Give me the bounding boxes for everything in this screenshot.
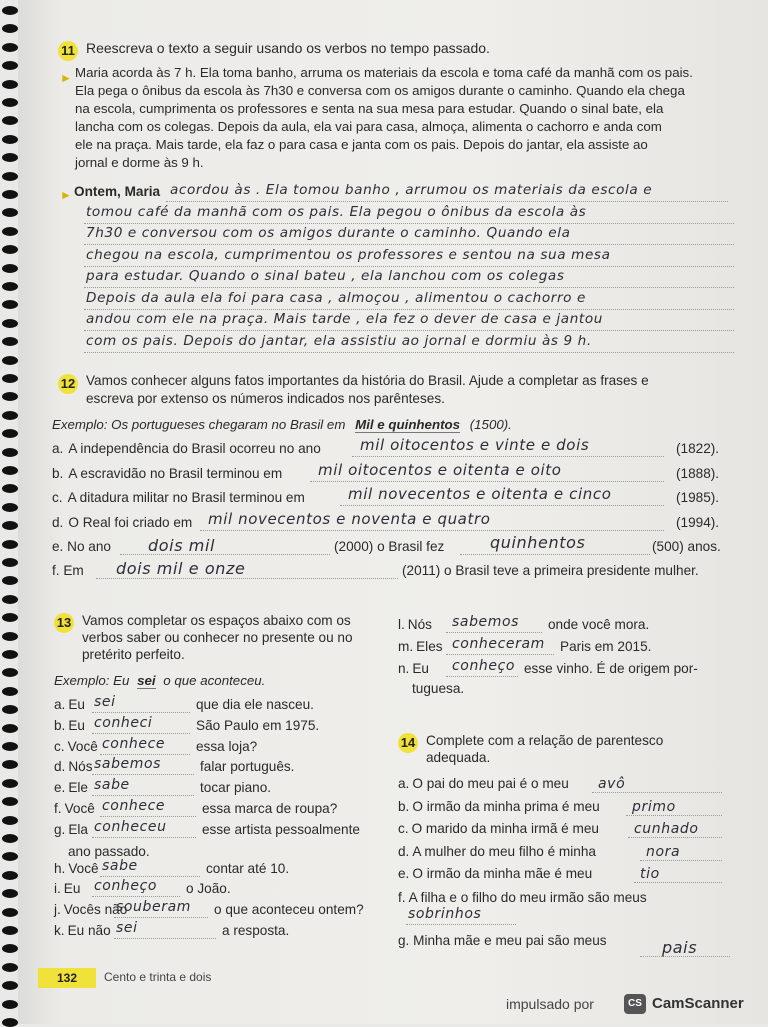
handwritten-answer[interactable]: conheci <box>94 714 153 731</box>
spiral-ring <box>2 852 18 861</box>
answer-line <box>96 578 398 579</box>
answer-line <box>634 882 722 883</box>
item-prefix: Eu <box>68 717 85 733</box>
question-12-item <box>52 514 192 532</box>
answer-line <box>92 774 194 775</box>
handwritten-answer[interactable]: conheceram <box>452 636 545 652</box>
spiral-ring <box>2 687 18 696</box>
source-text-line: jornal e dorme às 9 h. <box>75 155 204 170</box>
spiral-ring <box>2 429 18 438</box>
page-number-words: Cento e trinta e dois <box>104 970 212 984</box>
handwritten-answer[interactable]: sei <box>116 920 138 936</box>
question-12-instruction <box>86 372 649 408</box>
spiral-ring <box>2 282 18 291</box>
handwritten-answer[interactable]: sabe <box>102 857 138 874</box>
answer-line <box>84 223 734 224</box>
question-14-item <box>398 820 599 838</box>
spiral-ring <box>2 245 18 254</box>
item-label: a. <box>52 441 64 456</box>
question-11-answer-prefix: Ontem, Maria <box>74 184 161 199</box>
spiral-ring <box>2 190 18 199</box>
item-text: O irmão da minha prima é meu <box>412 798 600 814</box>
answer-line <box>84 244 734 245</box>
item-label: a. <box>398 776 410 791</box>
item-year: (1888). <box>676 465 720 481</box>
handwritten-answer-line[interactable]: chegou na escola, cumprimentou os professores e sentou na sua mesa <box>86 246 611 263</box>
item-text: (2000) o Brasil fez <box>334 539 445 554</box>
question-14-item-f <box>398 889 647 907</box>
answer-line <box>310 481 664 482</box>
question-11-badge: 11 <box>58 41 78 61</box>
item-year: (1822). <box>676 441 720 456</box>
spiral-ring <box>2 61 18 70</box>
item-label: a. <box>54 697 66 712</box>
item-suffix: o João. <box>186 881 231 897</box>
handwritten-answer[interactable]: mil novecentos e oitenta e cinco <box>348 485 612 503</box>
answer-line <box>84 352 734 353</box>
answer-line <box>640 860 722 861</box>
instruction-line: adequada. <box>426 750 491 765</box>
spiral-ring <box>2 227 18 236</box>
spiral-ring <box>2 963 18 972</box>
question-13-item <box>398 660 429 678</box>
question-13-item <box>54 800 95 818</box>
item-label: f. <box>398 890 406 905</box>
item-text: O irmão da minha mãe é meu <box>412 866 593 881</box>
handwritten-answer-line[interactable]: com os pais. Depois do jantar, ela assistiu ao jornal e dormiu às 9 h. <box>86 332 592 349</box>
question-13-item <box>54 717 85 735</box>
example-answer: sei <box>137 673 156 688</box>
answer-line <box>628 837 722 838</box>
item-prefix: Ele <box>68 780 88 796</box>
example-suffix: o que aconteceu. <box>163 673 266 688</box>
answer-line <box>92 733 190 734</box>
handwritten-answer[interactable]: cunhado <box>634 821 699 837</box>
item-suffix: Paris em 2015. <box>560 639 652 654</box>
answer-line <box>340 505 664 506</box>
item-text: O marido da minha irmã é meu <box>411 821 599 836</box>
question-14-instruction <box>426 732 663 766</box>
item-text: A mulher do meu filho é minha <box>412 843 596 859</box>
handwritten-answer[interactable]: dois mil <box>148 536 216 555</box>
item-text: (2011) o Brasil teve a primeira presidente mulher. <box>402 563 699 578</box>
spiral-ring <box>2 540 18 549</box>
item-suffix: a resposta. <box>222 923 290 938</box>
spiral-ring <box>2 356 18 365</box>
item-label: m. <box>398 639 414 654</box>
handwritten-answer[interactable]: avô <box>598 776 626 792</box>
handwritten-answer-line[interactable]: Depois da aula ela foi para casa , almoçou , alimentou o cachorro e <box>86 289 586 306</box>
spiral-ring <box>2 779 18 788</box>
item-label: b. <box>54 717 66 733</box>
handwritten-answer[interactable]: conheceu <box>94 818 167 835</box>
question-12-example <box>52 416 512 434</box>
item-suffix: esse vinho. É de origem por- <box>524 661 698 676</box>
handwritten-answer[interactable]: pais <box>662 938 698 957</box>
item-prefix: Ela <box>68 821 88 837</box>
item-prefix: Vocês não <box>63 902 128 918</box>
item-suffix: que dia ele nasceu. <box>196 697 314 712</box>
item-label: d. <box>52 514 64 530</box>
question-13-instruction <box>82 612 353 663</box>
question-13-item <box>54 880 80 898</box>
spiral-ring <box>2 264 18 273</box>
spiral-ring <box>2 871 18 880</box>
spiral-ring <box>2 558 18 567</box>
item-prefix: Eu <box>412 661 429 676</box>
item-label: c. <box>398 821 409 836</box>
handwritten-answer-line[interactable]: 7h30 e conversou com os amigos durante o caminho. Quando ela <box>86 225 571 241</box>
item-suffix: contar até 10. <box>206 860 290 876</box>
spiral-ring <box>2 503 18 512</box>
item-label: n. <box>398 661 410 676</box>
question-12-badge: 12 <box>58 374 78 394</box>
item-suffix: essa marca de roupa? <box>202 801 338 816</box>
item-text: Minha mãe e meu pai são meus <box>413 933 607 948</box>
answer-line <box>92 896 180 897</box>
spiral-ring <box>2 135 18 144</box>
item-prefix: Você <box>64 801 95 816</box>
item-label: j. <box>54 902 61 918</box>
spiral-ring <box>2 742 18 751</box>
item-prefix: Eu não <box>67 923 111 938</box>
spiral-ring <box>2 760 18 769</box>
source-text-line: na escola, cumprimenta os professores e senta na sua mesa para estudar. Quando o sinal bate, ela <box>75 101 664 116</box>
answer-line <box>406 924 516 925</box>
item-suffix: esse artista pessoalmente <box>202 821 360 837</box>
spiral-ring <box>2 944 18 953</box>
answer-line <box>92 712 190 713</box>
handwritten-answer[interactable]: mil oitocentos e vinte e dois <box>360 436 590 454</box>
spiral-ring <box>2 98 18 107</box>
question-13-item <box>54 758 93 776</box>
spiral-ring <box>2 650 18 659</box>
answer-line <box>100 816 196 817</box>
question-13-item <box>54 738 98 756</box>
watermark-prefix: impulsado por <box>506 996 594 1012</box>
answer-line <box>92 795 194 796</box>
spiral-ring <box>2 668 18 677</box>
item-prefix: Eu <box>63 881 81 897</box>
item-suffix: falar português. <box>200 759 295 775</box>
handwritten-answer-line[interactable]: andou com ele na praça. Mais tarde , ela fez o dever de casa e jantou <box>86 311 603 327</box>
question-14-badge: 14 <box>398 733 418 753</box>
instruction-line: Vamos completar os espaços abaixo com os <box>82 613 351 628</box>
question-14-item <box>398 865 592 883</box>
instruction-line: Complete com a relação de parentesco <box>426 733 664 748</box>
item-text: O Real foi criado em <box>68 514 193 530</box>
item-prefix: Eles <box>416 639 443 654</box>
spiral-ring <box>2 595 18 604</box>
item-label: e. <box>54 780 66 796</box>
source-text-line: Ela pega o ônibus da escola às 7h30 e conversa com os amigos durante o caminho. Quando ela chega <box>75 83 685 98</box>
spiral-ring <box>2 116 18 125</box>
instruction-line: verbos saber ou conhecer no presente ou no <box>82 630 353 645</box>
answer-line <box>84 309 734 310</box>
answer-line <box>626 815 722 816</box>
answer-line <box>592 792 722 793</box>
spiral-ring <box>2 797 18 806</box>
handwritten-answer[interactable]: mil novecentos e noventa e quatro <box>208 509 491 528</box>
item-label: e. <box>52 539 64 554</box>
spiral-ring <box>2 300 18 309</box>
answer-line <box>352 456 664 457</box>
item-label: f. <box>52 563 60 578</box>
item-text: A ditadura militar no Brasil terminou em <box>67 490 305 505</box>
item-g-continuation: ano passado. <box>68 844 150 859</box>
spiral-ring <box>2 1018 18 1027</box>
item-label: h. <box>54 860 66 876</box>
watermark-brand: CamScanner <box>652 995 744 1012</box>
handwritten-answer-line[interactable]: para estudar. Quando o sinal bateu , ela lanchou com os colegas <box>86 268 565 284</box>
spiral-ring <box>2 172 18 181</box>
handwritten-answer[interactable]: conhece <box>102 798 166 814</box>
item-prefix: Você <box>68 860 99 876</box>
source-text-line: Maria acorda às 7 h. Ela toma banho, arruma os materiais da escola e toma café da manhã com os pais. <box>75 65 693 80</box>
handwritten-answer-line[interactable]: tomou café da manhã com os pais. Ela pegou o ônibus da escola às <box>86 203 587 220</box>
instruction-line: pretérito perfeito. <box>82 647 185 662</box>
spiral-ring <box>2 448 18 457</box>
item-label: e. <box>398 866 410 881</box>
item-prefix: Nós <box>407 617 432 632</box>
arrow-icon: ► <box>60 71 72 85</box>
question-12-item <box>52 465 282 483</box>
handwritten-answer-line[interactable]: acordou às . Ela tomou banho , arrumou os materiais da escola e <box>170 182 653 198</box>
question-13-badge: 13 <box>54 613 74 633</box>
handwritten-answer[interactable]: sei <box>94 694 116 710</box>
spiral-ring <box>2 908 18 917</box>
spiral-ring <box>2 411 18 420</box>
item-suffix: o que aconteceu ontem? <box>214 902 364 918</box>
item-suffix: essa loja? <box>196 738 258 754</box>
handwritten-answer[interactable]: primo <box>632 798 676 815</box>
answer-line <box>84 330 734 331</box>
question-12-item <box>52 440 321 458</box>
spiral-ring <box>2 926 18 935</box>
spiral-ring <box>2 816 18 825</box>
instruction-line: Vamos conhecer alguns fatos importantes da história do Brasil. Ajude a completar as frases e <box>86 373 649 388</box>
answer-line <box>84 266 734 267</box>
item-suffix: São Paulo em 1975. <box>196 717 320 733</box>
answer-line <box>114 917 208 918</box>
item-text: A escravidão no Brasil terminou em <box>68 465 283 481</box>
spiral-ring <box>2 43 18 52</box>
handwritten-answer[interactable]: sabe <box>94 777 130 794</box>
answer-line <box>460 554 650 555</box>
spiral-ring <box>2 319 18 328</box>
page-number-badge: 132 <box>38 968 96 988</box>
spiral-binding <box>0 0 22 1024</box>
answer-line <box>166 201 728 202</box>
question-13-item <box>54 821 88 839</box>
question-14-item-g <box>398 932 607 950</box>
example-prefix: Exemplo: Os portugueses chegaram no Brasil em <box>52 417 346 432</box>
item-suffix: onde você mora. <box>548 617 650 632</box>
answer-line <box>84 287 734 288</box>
item-text: A independência do Brasil ocorreu no ano <box>68 441 321 456</box>
handwritten-answer[interactable]: sabemos <box>94 756 162 773</box>
spiral-ring <box>2 834 18 843</box>
source-text-line: ele na praça. Mais tarde, ela faz o para casa e janta com os pais. Depois do jantar, ela assiste ao <box>75 137 648 152</box>
answer-line <box>100 876 200 877</box>
spiral-ring <box>2 484 18 493</box>
camscanner-logo-icon: CS <box>624 994 646 1014</box>
answer-line <box>200 530 664 531</box>
item-label: b. <box>398 798 410 814</box>
handwritten-answer[interactable]: conhece <box>102 735 166 752</box>
item-label: d. <box>398 843 410 859</box>
item-text: O pai do meu pai é o meu <box>412 776 569 791</box>
question-11-source-text <box>75 64 725 172</box>
answer-line <box>446 676 518 677</box>
question-13-item <box>54 922 111 940</box>
item-label: b. <box>52 465 64 481</box>
spiral-ring <box>2 6 18 15</box>
question-14-item <box>398 798 600 816</box>
item-prefix: Eu <box>68 697 85 712</box>
handwritten-answer[interactable]: mil oitocentos e oitenta e oito <box>318 460 562 479</box>
spiral-ring <box>2 1000 18 1009</box>
spiral-ring <box>2 80 18 89</box>
question-14-item <box>398 775 569 793</box>
spiral-ring <box>2 374 18 383</box>
item-prefix: Você <box>67 738 98 754</box>
answer-line <box>100 754 190 755</box>
spiral-ring <box>2 632 18 641</box>
item-text: Em <box>63 563 84 578</box>
question-12-item <box>52 489 305 507</box>
spiral-ring <box>2 24 18 33</box>
spiral-ring <box>2 466 18 475</box>
answer-line <box>114 938 216 939</box>
question-11-instruction: Reescreva o texto a seguir usando os verbos no tempo passado. <box>86 40 490 56</box>
spiral-ring <box>2 208 18 217</box>
question-13-item <box>54 860 99 878</box>
question-13-item <box>398 638 443 656</box>
item-label: d. <box>54 759 66 775</box>
item-text: No ano <box>67 539 111 554</box>
question-12-item-f <box>52 562 84 580</box>
spiral-ring <box>2 392 18 401</box>
spiral-ring <box>2 576 18 585</box>
handwritten-answer[interactable]: conheço <box>452 658 516 674</box>
question-13-item <box>54 779 88 797</box>
spiral-ring <box>2 705 18 714</box>
item-label: c. <box>54 738 65 754</box>
item-suffix: tocar piano. <box>200 780 272 796</box>
handwritten-answer[interactable]: sobrinhos <box>408 906 482 922</box>
spiral-ring <box>2 613 18 622</box>
example-suffix: (1500). <box>469 417 512 432</box>
item-year: (1994). <box>676 514 720 530</box>
handwritten-answer[interactable]: souberam <box>116 899 192 916</box>
answer-line <box>446 632 542 633</box>
handwritten-answer[interactable]: dois mil e onze <box>116 559 246 578</box>
item-label: g. <box>54 821 66 837</box>
handwritten-answer[interactable]: nora <box>646 843 681 860</box>
item-prefix: Nós <box>68 759 93 775</box>
spiral-ring <box>2 889 18 898</box>
spiral-ring <box>2 153 18 162</box>
source-text-line: lancha com os colegas. Depois da aula, ela vai para casa, almoça, alimenta o cachorro e anda com <box>75 119 662 134</box>
question-13-item <box>398 616 432 634</box>
question-12-item-e <box>52 538 111 556</box>
question-13-example <box>54 672 265 690</box>
answer-line <box>92 837 196 838</box>
handwritten-answer[interactable]: conheço <box>94 878 158 895</box>
item-n-continuation: tuguesa. <box>412 681 465 696</box>
instruction-line: escreva por extenso os números indicados nos parênteses. <box>86 391 445 406</box>
spiral-ring <box>2 521 18 530</box>
item-label: k. <box>54 923 65 938</box>
answer-line <box>446 654 554 655</box>
item-label: f. <box>54 801 62 816</box>
item-text: A filha e o filho do meu irmão são meus <box>408 890 647 905</box>
handwritten-answer[interactable]: tio <box>640 866 660 882</box>
item-label: i. <box>54 881 61 897</box>
question-13-item <box>54 696 85 714</box>
handwritten-answer[interactable]: sabemos <box>452 614 520 630</box>
spiral-ring <box>2 981 18 990</box>
spiral-ring <box>2 337 18 346</box>
spiral-ring <box>2 724 18 733</box>
item-text: (500) anos. <box>652 539 721 554</box>
question-14-item <box>398 843 596 861</box>
item-label: g. <box>398 933 410 948</box>
arrow-icon: ► <box>60 188 72 202</box>
handwritten-answer[interactable]: quinhentos <box>490 533 586 552</box>
example-answer: Mil e quinhentos <box>355 417 461 432</box>
item-label: l. <box>398 617 405 632</box>
item-year: (1985). <box>676 490 720 505</box>
item-label: c. <box>52 490 63 505</box>
example-prefix: Exemplo: Eu <box>54 673 130 688</box>
